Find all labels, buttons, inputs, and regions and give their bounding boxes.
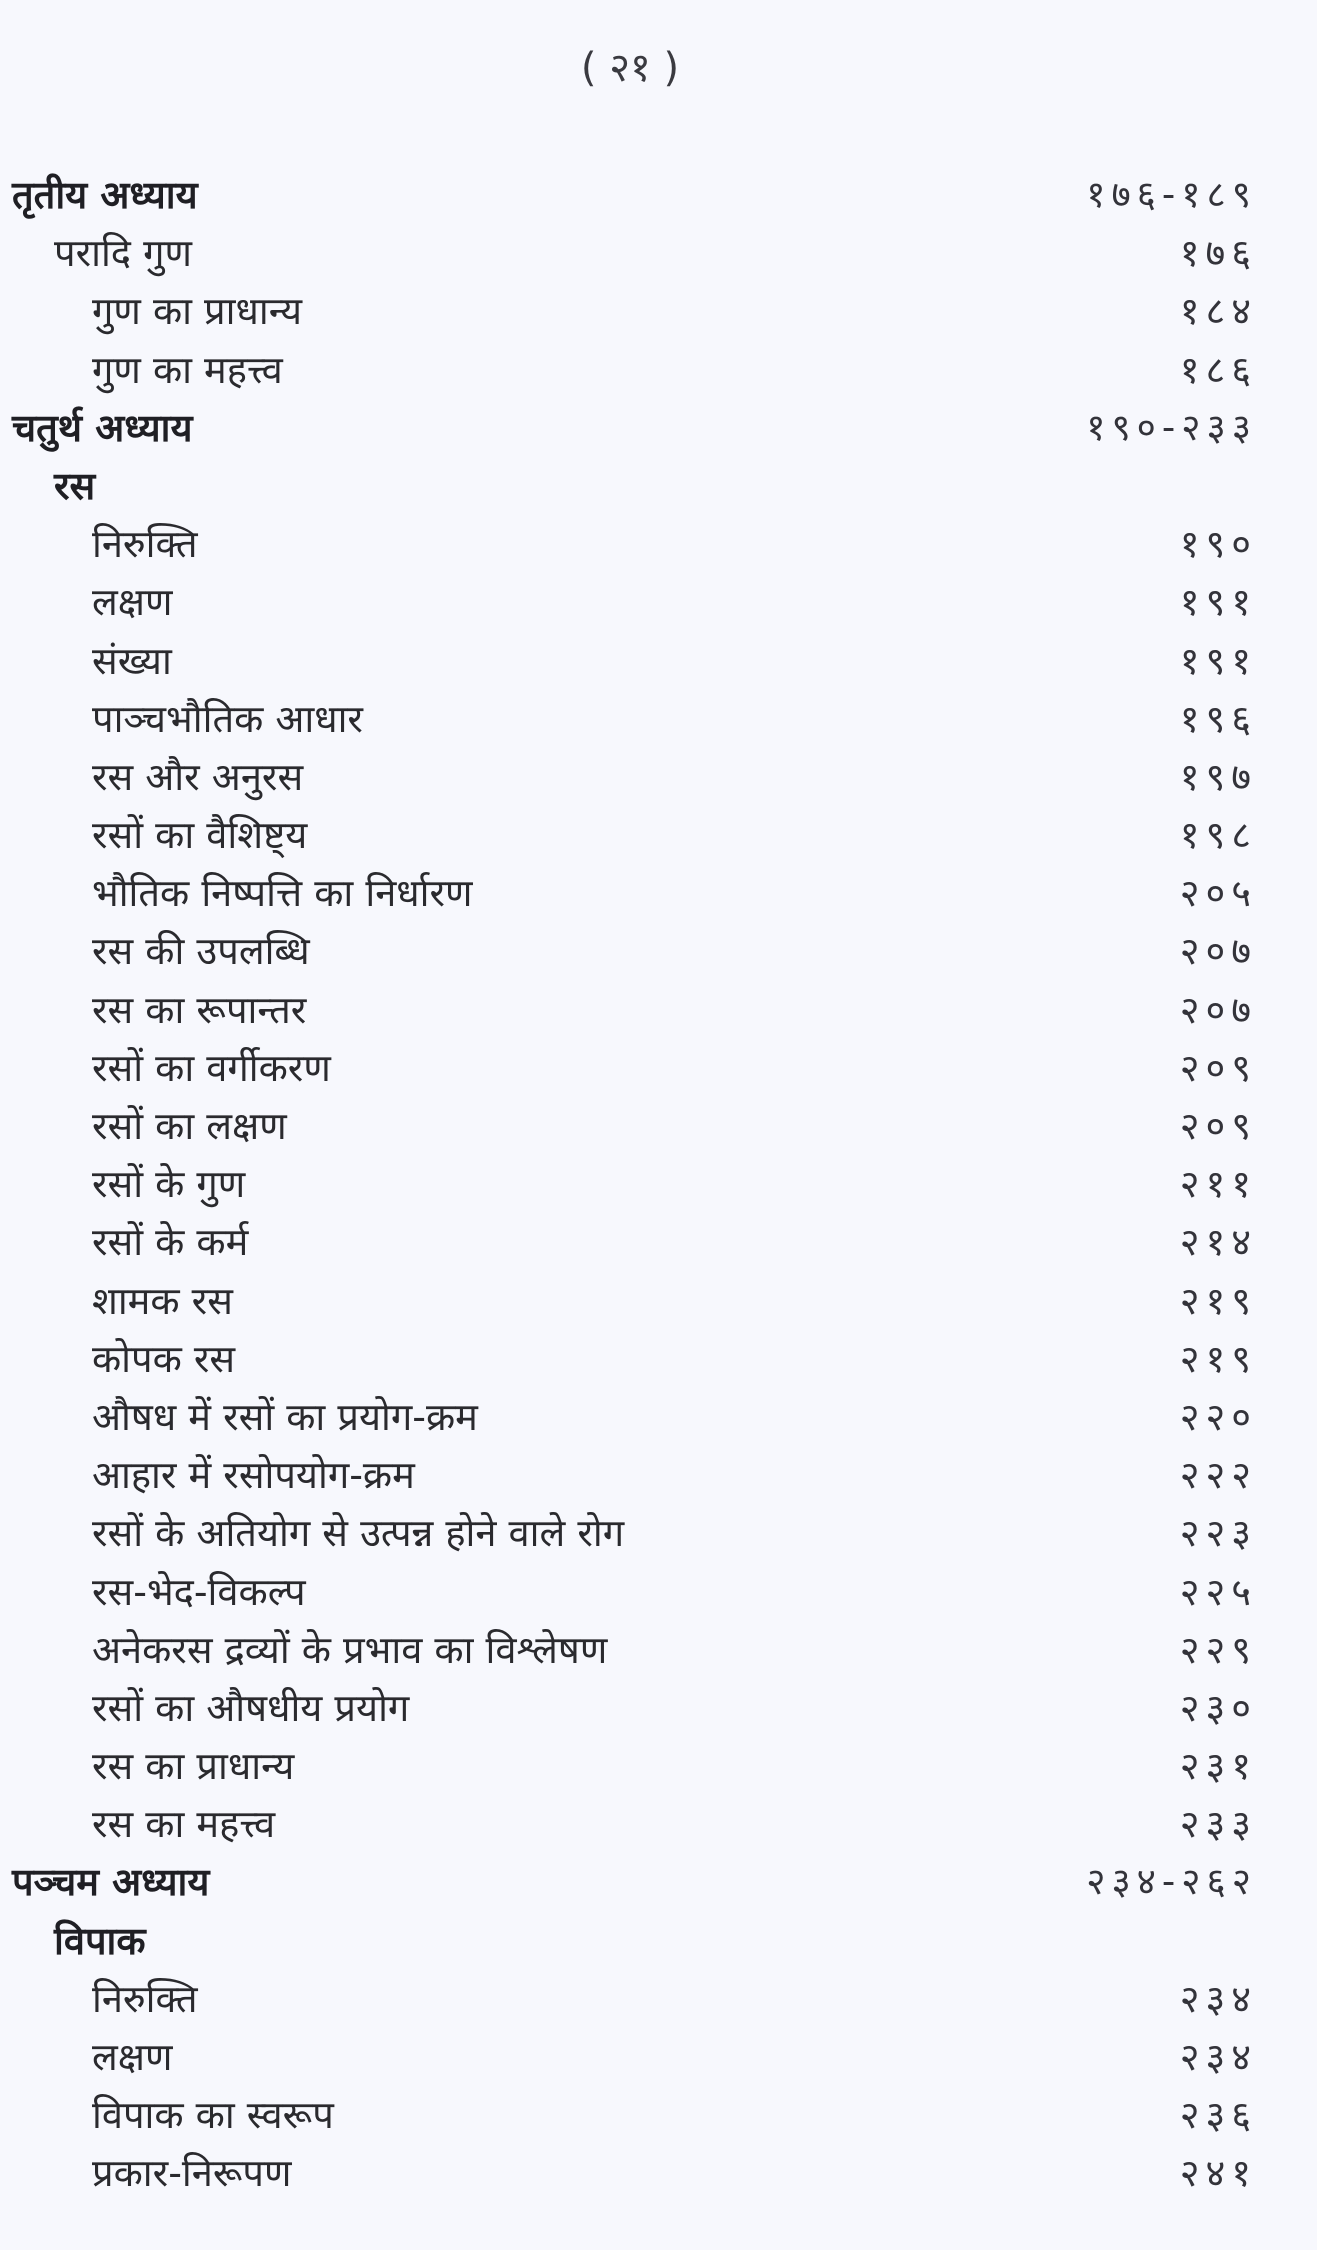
toc-entry-title: प्रकार-निरूपण <box>92 2151 292 2196</box>
toc-entry-row <box>0 864 1317 922</box>
toc-entry-row <box>0 1272 1317 1330</box>
toc-entry-row <box>0 1795 1317 1853</box>
toc-entry-page: २२५ <box>1179 1569 1257 1614</box>
toc-entry-page: २१४ <box>1179 1220 1257 1265</box>
toc-entry-title: आहार में रसोपयोग-क्रम <box>92 1453 415 1498</box>
toc-entry-title: लक्षण <box>92 580 173 625</box>
toc-section-row <box>0 1912 1317 1970</box>
toc-entry-title: परादि गुण <box>54 231 192 276</box>
toc-entry-title: अनेकरस द्रव्यों के प्रभाव का विश्लेषण <box>92 1627 608 1672</box>
toc-entry-row <box>0 1388 1317 1446</box>
toc-entry-row <box>0 748 1317 806</box>
toc-entry-page: २३१ <box>1179 1744 1257 1789</box>
toc-entry-title: रसों का वैशिष्ट्य <box>92 813 308 858</box>
toc-entry-title: तृतीय अध्याय <box>12 173 198 217</box>
toc-entry-page: १९० <box>1179 522 1257 567</box>
toc-entry-title: संख्या <box>92 638 172 683</box>
toc-entry-title: रसों के गुण <box>92 1162 246 1207</box>
toc-entry-row <box>0 573 1317 631</box>
toc-entry-page: १८४ <box>1179 289 1257 334</box>
toc-entry-row <box>0 2028 1317 2086</box>
toc-entry-row <box>0 1970 1317 2028</box>
toc-entry-page: १८६ <box>1179 347 1257 392</box>
toc-entry-title: कोपक रस <box>92 1336 236 1381</box>
toc-entry-title: रस <box>54 463 96 508</box>
toc-entry-page: १९१ <box>1179 580 1257 625</box>
toc-entry-page: २२९ <box>1179 1627 1257 1672</box>
toc-entry-page: २२२ <box>1179 1453 1257 1498</box>
toc-section-row <box>0 224 1317 282</box>
toc-entry-page: २३३ <box>1179 1802 1257 1847</box>
toc-entry-page: २०७ <box>1179 929 1257 974</box>
toc-entry-row <box>0 1039 1317 1097</box>
toc-entry-row <box>0 1679 1317 1737</box>
toc-entry-page: १९७ <box>1179 754 1257 799</box>
toc-entry-page: १९६ <box>1179 696 1257 741</box>
toc-entry-row <box>0 2144 1317 2202</box>
toc-entry-page: २१९ <box>1179 1336 1257 1381</box>
toc-entry-title: पाञ्चभौतिक आधार <box>92 696 363 741</box>
toc-entry-title: निरुक्ति <box>92 1976 198 2021</box>
toc-entry-title: रसों का वर्गीकरण <box>92 1045 331 1090</box>
toc-chapter-row <box>0 399 1317 457</box>
toc-entry-title: पञ्चम अध्याय <box>12 1860 210 1905</box>
toc-entry-row <box>0 515 1317 573</box>
toc-entry-title: भौतिक निष्पत्ति का निर्धारण <box>92 871 473 916</box>
toc-entry-page: १७६-१८९ <box>1086 173 1257 216</box>
toc-entry-page: १९१ <box>1179 638 1257 683</box>
toc-entry-title: औषध में रसों का प्रयोग-क्रम <box>92 1394 478 1439</box>
toc-entry-page: २११ <box>1179 1162 1257 1207</box>
toc-entry-title: निरुक्ति <box>92 522 198 567</box>
toc-entry-title: विपाक का स्वरूप <box>92 2093 334 2138</box>
toc-entry-row <box>0 2086 1317 2144</box>
toc-entry-title: रसों का औषधीय प्रयोग <box>92 1685 410 1730</box>
toc-entry-title: शामक रस <box>92 1278 233 1323</box>
toc-entry-row <box>0 1097 1317 1155</box>
toc-entry-title: लक्षण <box>92 2035 173 2079</box>
toc-section-row <box>0 457 1317 515</box>
toc-entry-row <box>0 1563 1317 1621</box>
toc-entry-row <box>0 1504 1317 1562</box>
toc-entry-title: रसों के कर्म <box>92 1220 249 1265</box>
toc-entry-page: २३४-२६२ <box>1086 1860 1257 1904</box>
toc-entry-title: विपाक <box>54 1918 146 1963</box>
toc-entry-title: रसों का लक्षण <box>92 1104 287 1148</box>
toc-entry-row <box>0 632 1317 690</box>
toc-entry-title: रस और अनुरस <box>92 754 304 799</box>
toc-entry-row <box>0 1621 1317 1679</box>
toc-chapter-row <box>0 166 1317 224</box>
toc-entry-row <box>0 282 1317 340</box>
toc-entry-page: २४१ <box>1179 2151 1257 2196</box>
toc-entry-page: २३४ <box>1179 1976 1257 2021</box>
toc-entry-page: १९०-२३३ <box>1086 405 1257 449</box>
toc-entry-page: २३४ <box>1179 2035 1257 2079</box>
toc-entry-page: २२० <box>1179 1394 1257 1439</box>
toc-chapter-row <box>0 1853 1317 1911</box>
toc-entry-row <box>0 341 1317 399</box>
toc-entry-title: रसों के अतियोग से उत्पन्न होने वाले रोग <box>92 1511 625 1556</box>
toc-entry-title: रस का महत्त्व <box>92 1802 276 1847</box>
toc-entry-row <box>0 1737 1317 1795</box>
toc-entry-title: गुण का प्राधान्य <box>92 289 302 334</box>
toc-entry-row <box>0 1213 1317 1271</box>
toc-entry-title: रस-भेद-विकल्प <box>92 1569 306 1614</box>
toc-entry-row <box>0 1446 1317 1504</box>
toc-entry-row <box>0 922 1317 980</box>
table-of-contents <box>0 166 1317 2203</box>
toc-entry-page: २३० <box>1179 1685 1257 1730</box>
toc-entry-page: २२३ <box>1179 1511 1257 1556</box>
toc-entry-page: २०९ <box>1179 1104 1257 1148</box>
toc-entry-page: २०७ <box>1179 987 1257 1032</box>
page-number: ( २१ ) <box>580 45 680 91</box>
toc-entry-row <box>0 806 1317 864</box>
toc-entry-title: गुण का महत्त्व <box>92 347 283 392</box>
toc-entry-page: २०९ <box>1179 1045 1257 1090</box>
toc-entry-page: १७६ <box>1179 231 1257 276</box>
toc-entry-title: रस की उपलब्धि <box>92 929 310 974</box>
toc-entry-page: २१९ <box>1179 1278 1257 1323</box>
toc-entry-title: चतुर्थ अध्याय <box>12 405 193 450</box>
toc-entry-row <box>0 1330 1317 1388</box>
toc-entry-row <box>0 981 1317 1039</box>
toc-entry-page: २०५ <box>1179 871 1257 916</box>
toc-entry-row <box>0 690 1317 748</box>
toc-entry-title: रस का प्राधान्य <box>92 1744 295 1789</box>
toc-entry-page: १९८ <box>1179 813 1257 858</box>
toc-entry-page: २३६ <box>1179 2093 1257 2138</box>
toc-entry-row <box>0 1155 1317 1213</box>
toc-entry-title: रस का रूपान्तर <box>92 987 307 1032</box>
